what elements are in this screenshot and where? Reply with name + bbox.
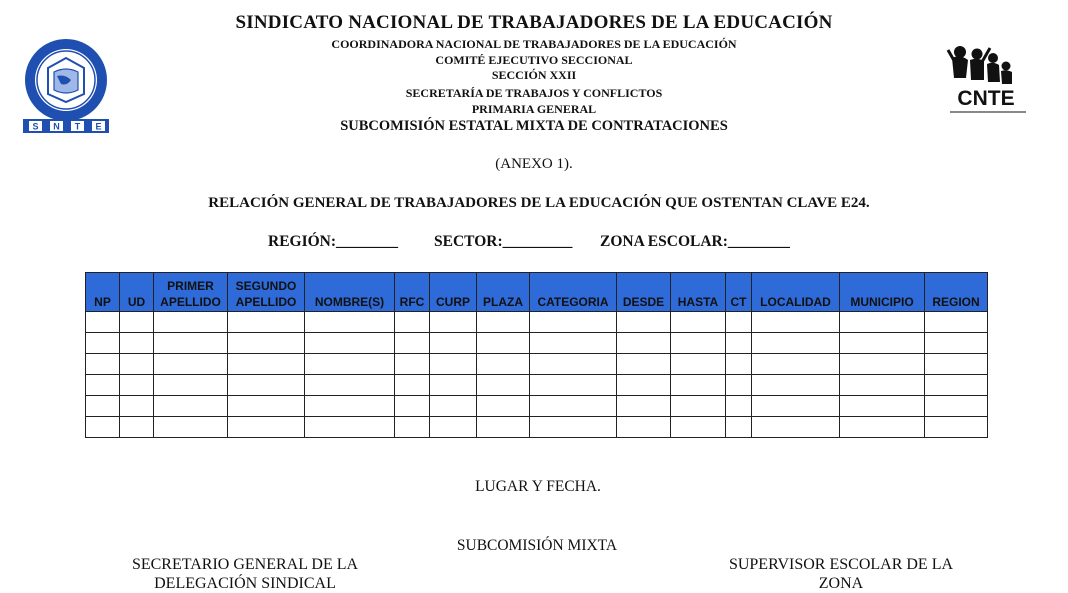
table-cell xyxy=(617,396,671,417)
table-cell xyxy=(120,312,154,333)
table-cell xyxy=(430,417,477,438)
header-line-seccion: SECCIÓN XXII xyxy=(491,68,577,82)
table-cell xyxy=(752,354,840,375)
col-nombres xyxy=(305,273,395,312)
table-cell xyxy=(477,333,530,354)
table-cell xyxy=(430,333,477,354)
table-cell xyxy=(305,375,395,396)
table-cell xyxy=(430,354,477,375)
table-row xyxy=(86,375,988,396)
table-cell xyxy=(726,396,752,417)
col-label: HASTA xyxy=(677,295,719,309)
col-region xyxy=(925,273,988,312)
col-desde xyxy=(617,273,671,312)
table-cell xyxy=(430,396,477,417)
col-label: MUNICIPIO xyxy=(850,295,914,309)
table-cell xyxy=(154,312,228,333)
table-body xyxy=(86,312,988,438)
header-line-coordinadora: COORDINADORA NACIONAL DE TRABAJADORES DE LA EDUCACIÓN xyxy=(331,37,737,51)
table-cell xyxy=(477,417,530,438)
table-cell xyxy=(840,375,925,396)
table-cell xyxy=(305,396,395,417)
col-label: CATEGORIA xyxy=(537,295,609,309)
table-cell xyxy=(228,354,305,375)
col-np xyxy=(86,273,120,312)
table-row xyxy=(86,333,988,354)
col-label: CT xyxy=(730,295,747,309)
col-hasta xyxy=(671,273,726,312)
table-cell xyxy=(726,417,752,438)
header-line-comite: COMITÉ EJECUTIVO SECCIONAL xyxy=(435,53,633,67)
table-row xyxy=(86,396,988,417)
col-curp xyxy=(430,273,477,312)
table-cell xyxy=(228,312,305,333)
table-cell xyxy=(305,417,395,438)
table-cell xyxy=(925,312,988,333)
table-cell xyxy=(840,417,925,438)
svg-text:N: N xyxy=(53,121,60,132)
secretario-general-signature xyxy=(115,555,375,593)
col-label-line1: PRIMER xyxy=(167,279,214,293)
table-cell xyxy=(228,333,305,354)
table-cell xyxy=(840,312,925,333)
table-cell xyxy=(228,396,305,417)
svg-text:CNTE: CNTE xyxy=(957,87,1015,110)
table-cell xyxy=(726,375,752,396)
svg-text:S: S xyxy=(32,121,39,132)
table-cell xyxy=(154,396,228,417)
sector-field: SECTOR:_________ xyxy=(434,233,573,250)
table-header-row xyxy=(86,273,988,312)
supervisor-line1: SUPERVISOR ESCOLAR DE LA xyxy=(728,556,954,573)
table-cell xyxy=(477,396,530,417)
zona-escolar-field: ZONA ESCOLAR:________ xyxy=(600,233,790,250)
col-ud xyxy=(120,273,154,312)
table-cell xyxy=(617,333,671,354)
svg-text:E: E xyxy=(95,121,102,132)
table-cell xyxy=(671,417,726,438)
col-segundo-apellido xyxy=(228,273,305,312)
table-cell xyxy=(395,354,430,375)
col-ct xyxy=(726,273,752,312)
table-cell xyxy=(86,333,120,354)
col-label: APELLIDO xyxy=(160,295,221,309)
table-cell xyxy=(86,417,120,438)
table-cell xyxy=(726,354,752,375)
table-cell xyxy=(395,333,430,354)
table-cell xyxy=(530,417,617,438)
table-cell xyxy=(120,375,154,396)
table-cell xyxy=(305,354,395,375)
table-cell xyxy=(617,354,671,375)
table-cell xyxy=(120,333,154,354)
table-cell xyxy=(671,333,726,354)
table-cell xyxy=(395,396,430,417)
col-categoria xyxy=(530,273,617,312)
table-cell xyxy=(752,312,840,333)
subcomision-heading: SUBCOMISIÓN ESTATAL MIXTA DE CONTRATACIONES xyxy=(340,118,728,134)
col-rfc xyxy=(395,273,430,312)
table-cell xyxy=(530,375,617,396)
table-cell xyxy=(925,396,988,417)
region-field: REGIÓN:________ xyxy=(268,233,399,250)
col-label: NOMBRE(S) xyxy=(314,295,385,309)
header-line-primaria: PRIMARIA GENERAL xyxy=(471,102,597,116)
secretario-line2: DELEGACIÓN SINDICAL xyxy=(154,575,336,592)
table-cell xyxy=(154,375,228,396)
table-cell xyxy=(752,396,840,417)
secretario-line1: SECRETARIO GENERAL DE LA xyxy=(131,556,359,573)
table-row xyxy=(86,354,988,375)
col-municipio xyxy=(840,273,925,312)
col-label-line1: SEGUNDO xyxy=(235,279,297,293)
table-cell xyxy=(925,354,988,375)
table-cell xyxy=(671,312,726,333)
relacion-heading: RELACIÓN GENERAL DE TRABAJADORES DE LA EDUCACIÓN QUE OSTENTAN CLAVE E24. xyxy=(208,195,870,211)
table-cell xyxy=(477,312,530,333)
supervisor-escolar-signature xyxy=(716,555,966,593)
table-cell xyxy=(120,354,154,375)
table-cell xyxy=(154,417,228,438)
table-cell xyxy=(477,375,530,396)
table-cell xyxy=(530,333,617,354)
table-cell xyxy=(86,396,120,417)
table-cell xyxy=(671,396,726,417)
subcomision-mixta-label: SUBCOMISIÓN MIXTA xyxy=(456,537,618,554)
table-cell xyxy=(726,333,752,354)
workers-table xyxy=(85,272,988,438)
svg-text:T: T xyxy=(74,121,81,132)
table-cell xyxy=(154,354,228,375)
col-label: NP xyxy=(94,295,111,309)
table-cell xyxy=(120,417,154,438)
table-cell xyxy=(395,375,430,396)
table-cell xyxy=(752,417,840,438)
table-cell xyxy=(752,375,840,396)
col-localidad xyxy=(752,273,840,312)
table-cell xyxy=(925,417,988,438)
table-cell xyxy=(726,312,752,333)
table-cell xyxy=(840,354,925,375)
table-cell xyxy=(86,375,120,396)
table-cell xyxy=(617,312,671,333)
table-cell xyxy=(617,375,671,396)
table-cell xyxy=(228,375,305,396)
table-cell xyxy=(671,354,726,375)
col-label: DESDE xyxy=(622,295,665,309)
table-cell xyxy=(430,312,477,333)
table-cell xyxy=(86,312,120,333)
header-line-secretaria: SECRETARÍA DE TRABAJOS Y CONFLICTOS xyxy=(405,86,663,100)
col-primer-apellido xyxy=(154,273,228,312)
table-cell xyxy=(530,354,617,375)
table-cell xyxy=(840,396,925,417)
table-row xyxy=(86,312,988,333)
table-cell xyxy=(154,333,228,354)
table-cell xyxy=(530,396,617,417)
table-cell xyxy=(395,312,430,333)
col-label: LOCALIDAD xyxy=(760,295,831,309)
table-cell xyxy=(430,375,477,396)
col-plaza xyxy=(477,273,530,312)
table-cell xyxy=(617,417,671,438)
lugar-fecha-label: LUGAR Y FECHA. xyxy=(475,478,601,495)
col-label: UD xyxy=(127,295,146,309)
table-cell xyxy=(840,333,925,354)
table-cell xyxy=(530,312,617,333)
col-label: APELLIDO xyxy=(235,295,297,309)
table-cell xyxy=(395,417,430,438)
anexo-label: (ANEXO 1). xyxy=(495,156,573,172)
table-cell xyxy=(120,396,154,417)
table-row xyxy=(86,417,988,438)
table-cell xyxy=(228,417,305,438)
col-label: RFC xyxy=(399,295,425,309)
col-label: CURP xyxy=(435,295,470,309)
table-cell xyxy=(86,354,120,375)
table-cell xyxy=(925,333,988,354)
table-cell xyxy=(671,375,726,396)
table-cell xyxy=(305,312,395,333)
table-cell xyxy=(477,354,530,375)
table-cell xyxy=(305,333,395,354)
supervisor-line2: ZONA xyxy=(818,575,864,592)
col-label: REGION xyxy=(932,295,980,309)
col-label: PLAZA xyxy=(483,295,523,309)
table-cell xyxy=(752,333,840,354)
document-title: SINDICATO NACIONAL DE TRABAJADORES DE LA EDUCACIÓN xyxy=(235,12,833,33)
table-cell xyxy=(925,375,988,396)
